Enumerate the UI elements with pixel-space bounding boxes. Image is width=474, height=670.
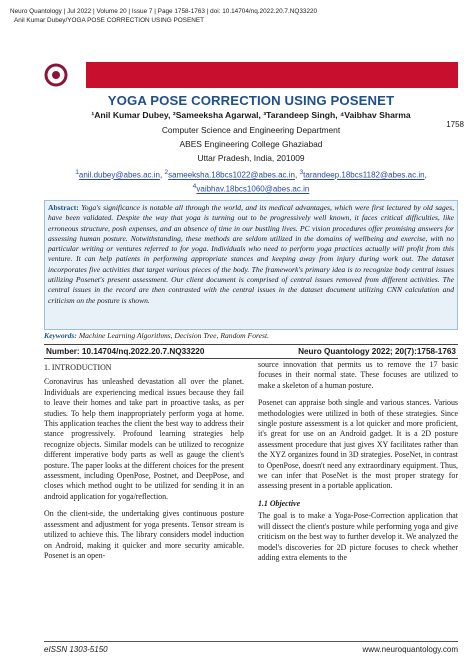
body-paragraph: The goal is to make a Yoga-Pose-Correction application that will dissect the client's posture while performing yoga and give criticism on the best way to further develop it. We analyzed the model's discoveries for 2D picture focuses to check whether adding extra elements to the [258,511,458,562]
body-paragraph: Coronavirus has unleashed devastation all over the planet. Individuals are experiencing medical issues because they fail to leave their homes and take part in proactive tasks, as per studies. To help them inappropriately perform yoga at home. This application teaches the client the best way to address their stance progressively. Profound learning strategies help recognize objects. Similar models can be utilized to recognize different imperative body parts as well as gauge the client's posture. The paper looks at the different choices for the present assessment, including OpenPose, Postnet, and DeepPose, and closes which method ought to be utilized for sending it in an android application for yoga/reflection. [44,377,244,501]
footer-website: www.neuroquantology.com [362,645,458,654]
body-paragraph: On the client-side, the undertaking gives continuous posture assessment and adjustment for yoga presents. Tensor stream is utilized to achieve this. The library considers model induction on Android, making it quicker and more security amicable. Posenet is an open- [44,509,244,560]
abstract-paragraph [48,203,454,306]
abstract-text: Yoga's significance is notable all through the world, and its medical advantages, which were first lectured by old sages, have been validated. Despite the way that yoga is turning out to be progressively well known, it faces critical difficulties, like erroneous structure, posh expenses, and an absence of time in our bustling lives. PC vision procedures offer promising answers for assessing human posture. Notwithstanding, these methods are seldom utilized in the domains of wellbeing and exercise, with no particular writing or ventures referred to for yoga. Individuals who need to perform yoga practices actually will profit from this venture. It can help patients in performing appropriate stances and keeping away from injury during work out. The dataset incorporates five activities that target various pieces of the body. The framework's primary idea is to recognize body central issues utilizing Posenet's present assessment. Our client document is comprised of central issues removed from different activities. The central issues in the record are then contrasted with the central issues in the dataset document utilizing CNN calculation and criticism on the posture is shown. [48,203,454,305]
body-paragraph: Posenet can appraise both single and various stances. Various methodologies were utilized in both of these strategies. Since single posture assessment is a lot quicker and more proficient, it's great for use on an Android gadget. It is a 2D posture assessment procedure that just gives XY facilitates rather than the XYZ organizes found in 3D strategies. PoseNet, in contrast to OpenPose, doesn't need any extraordinary equipment. Thus, we can infer that PoseNet is the most proper strategy for assessing present in a portable application. [258,398,458,491]
abstract-box [44,200,458,330]
email-superscript: 4 [192,183,197,191]
title-banner [86,62,458,88]
keywords-text: Machine Learning Algorithms, Decision Tree, Random Forest. [78,331,269,340]
footer-issn: eISSN 1303-5150 [44,645,108,654]
keywords-label: Keywords: [44,331,77,340]
journal-citation: Neuro Quantology 2022; 20(7):1758-1763 [298,347,456,356]
footer-divider [44,641,458,642]
header-citation: Neuro Quantology | Jul 2022 | Volume 20 | Issue 7 | Page 1758-1763 | doi: 10.14704/nq.2022.20.7.NQ33220 [10,8,318,15]
author-list: ¹Anil Kumar Dubey, ²Sameeksha Agarwal, ³Tarandeep Singh, ⁴Vaibhav Sharma [91,110,411,120]
email-link[interactable]: tarandeep.18bcs1182@abes.ac.in [303,170,425,180]
header-running-title: Anil Kumar Dubey/YOGA POSE CORRECTION USING POSENET [14,17,204,24]
email-link[interactable]: vaibhav.18bcs1060@abes.ac.in [196,184,310,194]
email-superscript: 3 [299,169,304,176]
email-superscript: 1 [75,169,79,176]
email-link[interactable]: sameeksha.18bcs1022@abes.ac.in [168,170,295,180]
right-column [258,360,458,570]
body-paragraph: source innovation that permits us to remove the 17 basic focuses in their normal state. These focuses are utilized to make a skeleton of a human posture. [258,360,458,390]
doi-bar [44,344,458,359]
paper-title: YOGA POSE CORRECTION USING POSENET [107,93,395,108]
doi-number: Number: 10.14704/nq.2022.20.7.NQ33220 [46,347,205,356]
section-heading-objective: 1.1 Objective [258,498,301,508]
email-superscript: 2 [164,169,169,176]
section-heading-introduction: 1. INTRODUCTION [44,363,112,372]
journal-logo-icon [44,63,68,87]
email-link[interactable]: anil.dubey@abes.ac.in [78,170,160,180]
affiliation-department: Computer Science and Engineering Department [161,125,341,135]
affiliation-college: ABES Engineering College Ghaziabad [179,139,323,149]
affiliation-location: Uttar Pradesh, India, 201009 [197,153,305,163]
author-emails: $^1$anil.dubey@abes.ac.in, $^2$sameeksha.18bcs1022@abes.ac.in, $^3$tarandeep.18bcs1182@abes.ac.in, $^4$vaibhav.18bcs1060@abes.ac.in [75,169,427,194]
keywords-line [44,331,458,340]
abstract-label: Abstract: [48,203,79,212]
page-number: 1758 [446,120,464,129]
left-column [44,363,244,568]
